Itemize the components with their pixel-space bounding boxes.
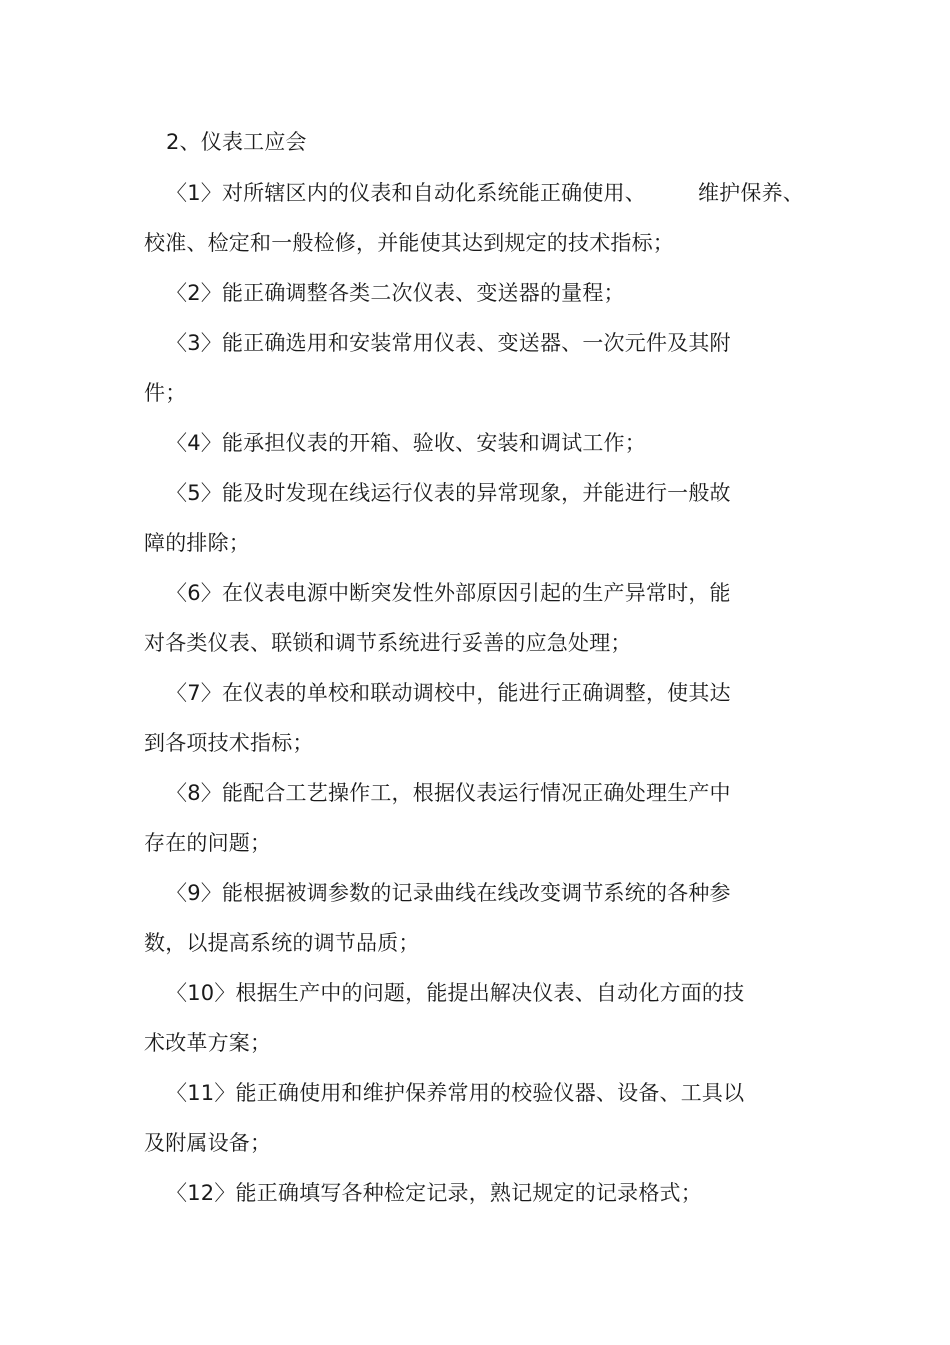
item-12: 〈12〉能正确填写各种检定记录，熟记规定的记录格式； — [166, 1181, 702, 1205]
item-3-line-1: 〈3〉能正确选用和安装常用仪表、变送器、一次元件及其附 — [166, 331, 731, 355]
item-5-line-2: 障的排除； — [144, 531, 250, 555]
item-1-text-b: 维护保养、 — [697, 181, 804, 205]
item-4: 〈4〉能承担仪表的开箱、验收、安装和调试工作； — [166, 431, 646, 455]
item-7-line-1: 〈7〉在仪表的单校和联动调校中，能进行正确调整，使其达 — [166, 681, 731, 705]
item-5-line-1: 〈5〉能及时发现在线运行仪表的异常现象，并能进行一般故 — [166, 481, 731, 505]
item-10-line-2: 术改革方案； — [144, 1031, 272, 1055]
item-2: 〈2〉能正确调整各类二次仪表、变送器的量程； — [166, 281, 625, 305]
item-9-line-2: 数，以提高系统的调节品质； — [144, 931, 420, 955]
item-1-line-2: 校准、检定和一般检修，并能使其达到规定的技术指标； — [144, 231, 674, 255]
item-3-line-2: 件； — [144, 381, 187, 405]
item-11-line-1: 〈11〉能正确使用和维护保养常用的校验仪器、设备、工具以 — [166, 1081, 745, 1105]
section-heading: 2、仪表工应会 — [166, 130, 307, 154]
item-8-line-2: 存在的问题； — [144, 831, 272, 855]
item-1-text-a: 〈1〉对所辖区内的仪表和自动化系统能正确使用、 — [166, 181, 646, 205]
item-1-line-1 — [166, 179, 804, 207]
item-6-line-1: 〈6〉在仪表电源中断突发性外部原因引起的生产异常时，能 — [166, 581, 731, 605]
item-10-line-1: 〈10〉根据生产中的问题，能提出解决仪表、自动化方面的技 — [166, 981, 745, 1005]
item-6-line-2: 对各类仪表、联锁和调节系统进行妥善的应急处理； — [144, 631, 632, 655]
item-9-line-1: 〈9〉能根据被调参数的记录曲线在线改变调节系统的各种参 — [166, 881, 731, 905]
item-8-line-1: 〈8〉能配合工艺操作工，根据仪表运行情况正确处理生产中 — [166, 781, 731, 805]
item-7-line-2: 到各项技术指标； — [144, 731, 314, 755]
item-11-line-2: 及附属设备； — [144, 1131, 272, 1155]
